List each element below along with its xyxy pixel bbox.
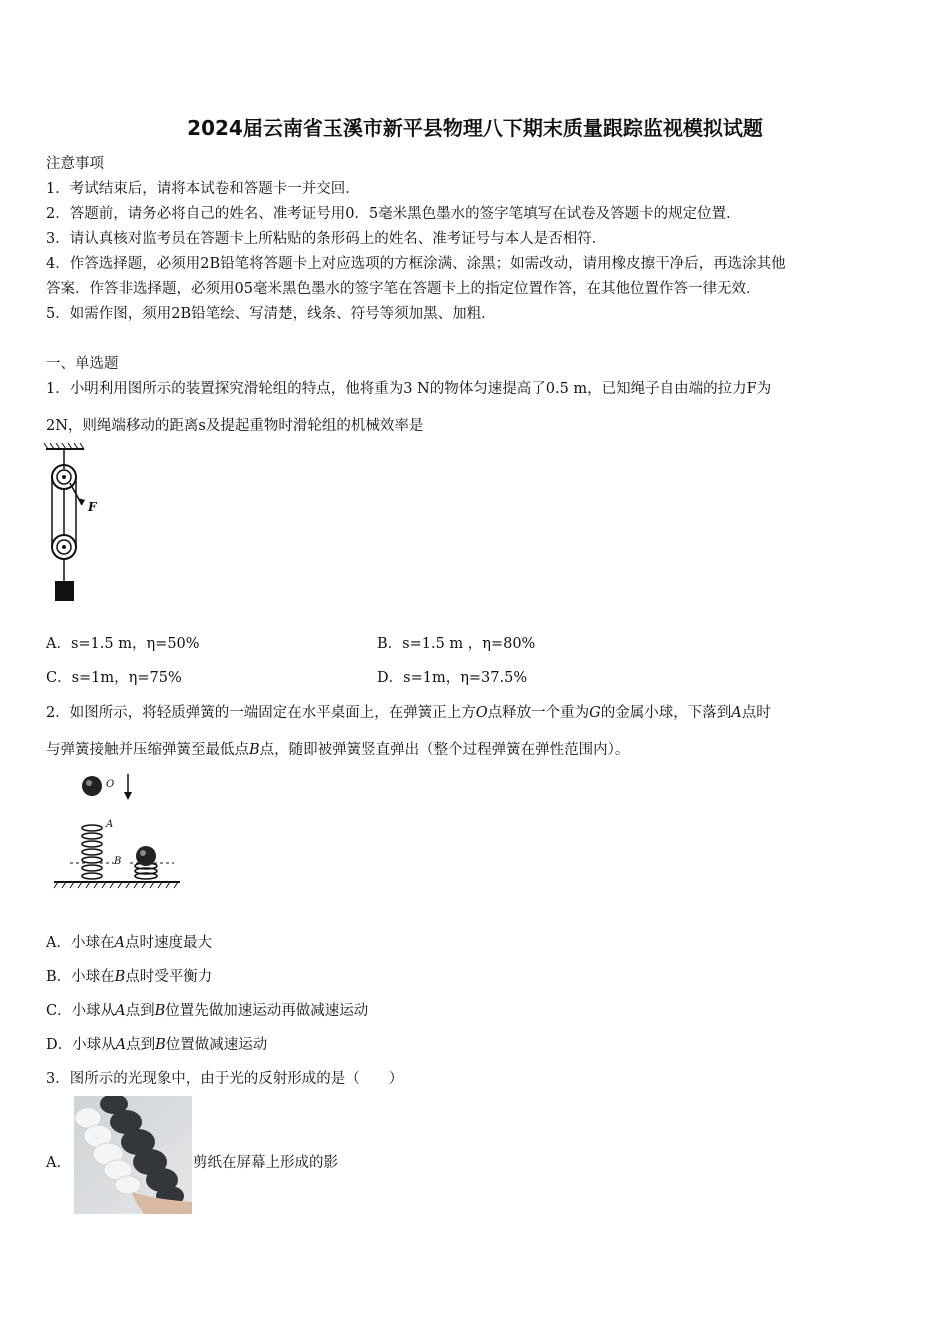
notice-heading: 注意事项 (46, 156, 104, 172)
q2-option-d (46, 1033, 267, 1054)
q1-option-d: D．s=1m，η=37.5% (377, 670, 528, 686)
q2-option-var: B (154, 1003, 166, 1019)
q2-option-text: 点到 (125, 1003, 155, 1019)
pulley-diagram (40, 443, 110, 605)
q2-option-var: A (115, 1003, 126, 1019)
spring-label-b: B (114, 856, 122, 867)
spring-label-a: A (106, 819, 114, 830)
q2-stem-line1 (46, 701, 771, 722)
q1-stem-line1: 1．小明利用图所示的装置探究滑轮组的特点，他将重为3 N的物体匀速提高了0.5 m，已知绳子自由端的拉力F为 (46, 381, 772, 397)
section-heading: 一、单选题 (46, 356, 119, 372)
pulley-force-label: F (88, 500, 97, 514)
q2-stem-text: 点释放一个重为 (487, 705, 590, 721)
q2-option-a (46, 931, 212, 952)
q2-option-c (46, 999, 368, 1020)
q2-stem-text: 点，随即被弹簧竖直弹出（整个过程弹簧在弹性范围内）。 (259, 742, 630, 758)
q3-option-a-label: A． (46, 1155, 71, 1171)
q2-stem-text: 2．如图所示，将轻质弹簧的一端固定在水平桌面上，在弹簧正上方 (46, 705, 476, 721)
q2-option-text: C．小球从 (46, 1003, 116, 1019)
q2-option-text: 点时速度最大 (124, 935, 212, 951)
q1-option-b: B．s=1.5 m ，η=80% (377, 636, 536, 652)
q2-var-a: A (731, 705, 742, 721)
q2-option-var: A (115, 1037, 127, 1053)
notice-item: 答案．作答非选择题，必须用05毫米黑色墨水的签字笔在答题卡上的指定位置作答，在其他位置作答一律无效． (46, 281, 761, 297)
q2-var-b: B (249, 742, 260, 758)
q2-option-text: 点时受平衡力 (125, 969, 213, 985)
q2-option-var: B (155, 1037, 166, 1053)
q2-option-text: 点到 (126, 1037, 156, 1053)
notice-item: 2．答题前，请务必将自己的姓名、准考证号用0．5毫米黑色墨水的签字笔填写在试卷及答题卡的规定位置． (46, 206, 741, 222)
shadow-photo (74, 1096, 192, 1214)
q2-stem-text: 的金属小球，下落到 (600, 705, 732, 721)
q1-option-a: A．s=1.5 m，η=50% (46, 636, 200, 652)
spring-label-o: O (106, 779, 115, 790)
q2-option-var: B (114, 969, 126, 985)
q2-stem-text: 点时 (741, 705, 771, 721)
q2-option-var: A (114, 935, 125, 951)
q2-option-text: 位置做减速运动 (165, 1037, 268, 1053)
q2-option-text: D．小球从 (46, 1037, 116, 1053)
q2-var-g: G (589, 705, 601, 721)
q2-var-o: O (475, 705, 488, 721)
q2-option-text: A．小球在 (46, 935, 115, 951)
notice-item: 3．请认真核对监考员在答题卡上所粘贴的条形码上的姓名、准考证号与本人是否相符． (46, 231, 607, 247)
q2-option-text: B．小球在 (46, 969, 115, 985)
notice-item: 4．作答选择题，必须用2B铅笔将答题卡上对应选项的方框涂满、涂黑；如需改动，请用橡皮擦干净后，再选涂其他 (46, 256, 786, 272)
notice-item: 5．如需作图，须用2B铅笔绘、写清楚，线条、符号等须加黑、加粗． (46, 306, 496, 322)
q1-stem-line2: 2N，则绳端移动的距离s及提起重物时滑轮组的机械效率是 (46, 418, 424, 434)
q2-stem-text: 与弹簧接触并压缩弹簧至最低点 (46, 742, 249, 758)
exam-title: 2024届云南省玉溪市新平县物理八下期末质量跟踪监视模拟试题 (187, 116, 763, 140)
q2-stem-line2 (46, 738, 629, 759)
q2-option-b (46, 965, 212, 986)
q2-option-text: 位置先做加速运动再做减速运动 (165, 1003, 369, 1019)
q1-option-c: C．s=1m，η=75% (46, 670, 182, 686)
q3-option-a-text: 剪纸在屏幕上形成的影 (193, 1155, 338, 1171)
q3-stem: 3．图所示的光现象中，由于光的反射形成的是（ ） (46, 1071, 404, 1087)
notice-item: 1．考试结束后，请将本试卷和答题卡一并交回． (46, 181, 360, 197)
spring-diagram (52, 770, 184, 892)
